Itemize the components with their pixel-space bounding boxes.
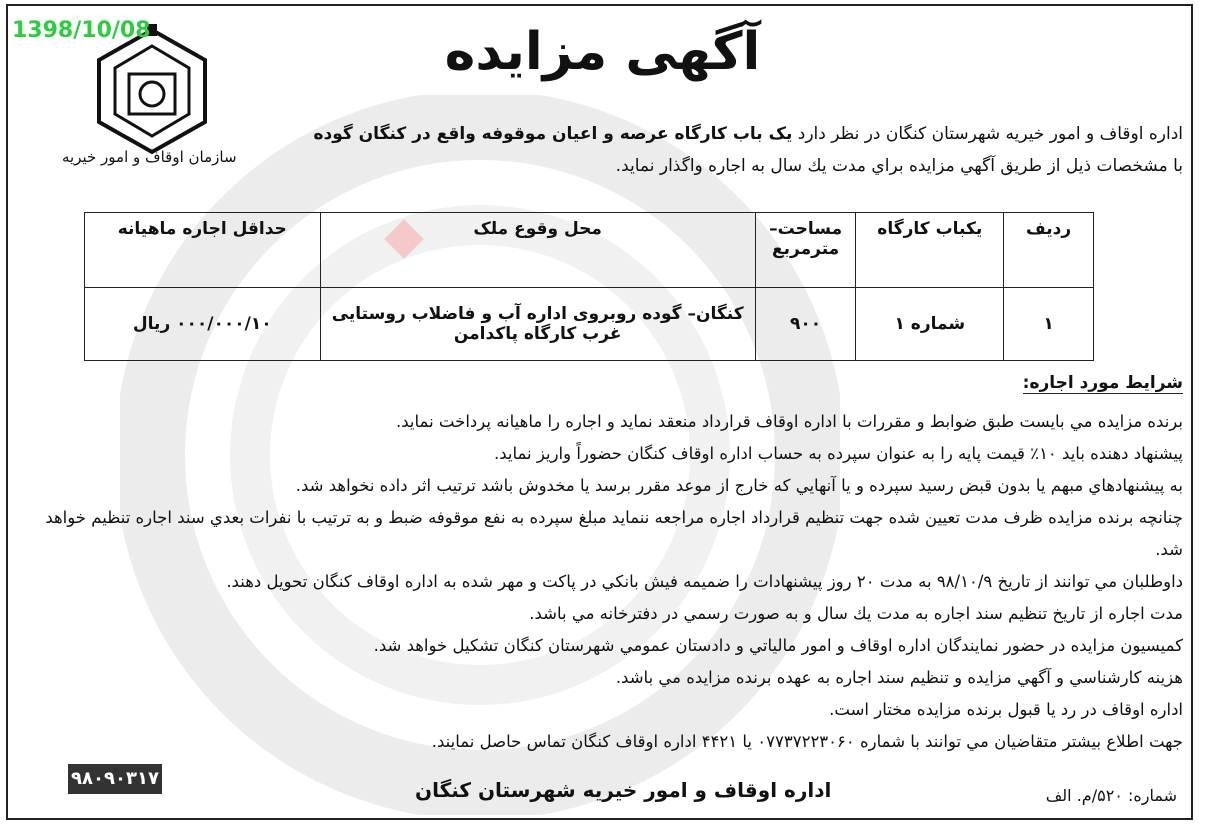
- cell-radif: ۱: [1004, 288, 1094, 361]
- intro-paragraph: [243, 118, 1183, 182]
- condition-item: اداره اوقاف در رد يا قبول برنده مزایده مختار است.: [829, 700, 1183, 719]
- condition-item: چنانچه برنده مزایده ظرف مدت تعیین شده جهت تنظیم قرارداد اجاره مراجعه ننماید مبلغ سپرده به نفع موقوفه ضبط و به ترتیب با نفرات بعدي سند اجاره تنظیم خواهد شد.: [45, 508, 1183, 559]
- cell-location: کنگان– گوده روبروی اداره آب و فاضلاب روستایی غرب کارگاه پاکدامن: [320, 288, 755, 361]
- header-radif: ردیف: [1004, 213, 1094, 288]
- logo-caption: سازمان اوقاف و امور خیریه: [62, 148, 237, 166]
- cell-area: ۹۰۰: [755, 288, 856, 361]
- conditions-title: شرایط مورد اجاره:: [1022, 373, 1183, 393]
- table-row: [85, 288, 1094, 361]
- notice-number: شماره: ۵۲۰/م. الف: [1045, 786, 1177, 805]
- condition-item: برنده مزایده مي بایست طبق ضوابط و مقررات با اداره اوقاف قرارداد منعقد نماید و اجاره را ماهیانه پرداخت نماید.: [396, 412, 1183, 431]
- header-location: محل وقوع ملک: [320, 213, 755, 288]
- condition-item: کمیسیون مزایده در حضور نمایندگان اداره اوقاف و امور مالیاتي و دادستان عمومي شهرستان کنگان تشكیل خواهد شد.: [373, 636, 1183, 655]
- header-min-rent: حداقل اجاره ماهیانه: [85, 213, 321, 288]
- cell-min-rent: ۰۰۰/۰۰۰/۱۰ ریال: [85, 288, 321, 361]
- condition-item: پیشنهاد دهنده باید ۱۰٪ قیمت پایه را به عنوان سپرده به حساب اداره اوقاف کنگان حضوراً واریز نماید.: [493, 444, 1183, 463]
- condition-item: به پیشنهادهاي مبهم يا بدون قبض رسید سپرده و يا آنهایي كه خارج از موعد مقرر برسد يا مخدوش باشد ترتیب اثر داده نخواهد شد.: [295, 476, 1183, 495]
- condition-item: داوطلبان مي توانند از تاریخ ۹۸/۱۰/۹ به مدت ۲۰ روز پیشنهادات را ضمیمه فیش بانکي در پاکت و مهر شده به اداره اوقاف كنگان تحویل دهند.: [226, 572, 1183, 591]
- header-workshop: یکباب کارگاه: [856, 213, 1004, 288]
- intro-bold-text: یک باب کارگاه عرصه و اعیان موقوفه واقع در کنگان گوده: [313, 124, 793, 144]
- condition-item: هزینه کارشناسي و آگهي مزایده و تنظیم سند اجاره به عهده برنده مزایده مي باشد.: [615, 668, 1183, 687]
- property-table: [84, 212, 1094, 361]
- issuing-organization: اداره اوقاف و امور خیریه شهرستان کنگان: [415, 778, 832, 802]
- date-stamp: 1398/10/08: [12, 18, 151, 43]
- notice-title: آگهی مزایده: [444, 22, 761, 82]
- condition-item: جهت اطلاع بیشتر متقاضیان مي توانند با شماره ۰۷۷۳۷۲۲۳۰۶۰ یا ۴۴۲۱ اداره اوقاف كنگان تماس حاصل نمایند.: [431, 732, 1183, 751]
- conditions-list: [23, 406, 1183, 758]
- header-area: مساحت– مترمربع: [755, 213, 856, 288]
- table-header-row: [85, 213, 1094, 288]
- intro-line-2: با مشخصات ذیل از طریق آگهي مزایده براي مدت يك سال به اجاره واگذار نماید.: [615, 156, 1183, 176]
- intro-text: اداره اوقاف و امور خیریه شهرستان کنگان در نظر دارد: [797, 124, 1183, 144]
- ad-code-badge: ۹۸۰۹۰۳۱۷: [68, 764, 162, 794]
- condition-item: مدت اجاره از تاریخ تنظیم سند اجاره به مدت يك سال و به صورت رسمي در دفترخانه مي باشد.: [529, 604, 1183, 623]
- cell-workshop: شماره ۱: [856, 288, 1004, 361]
